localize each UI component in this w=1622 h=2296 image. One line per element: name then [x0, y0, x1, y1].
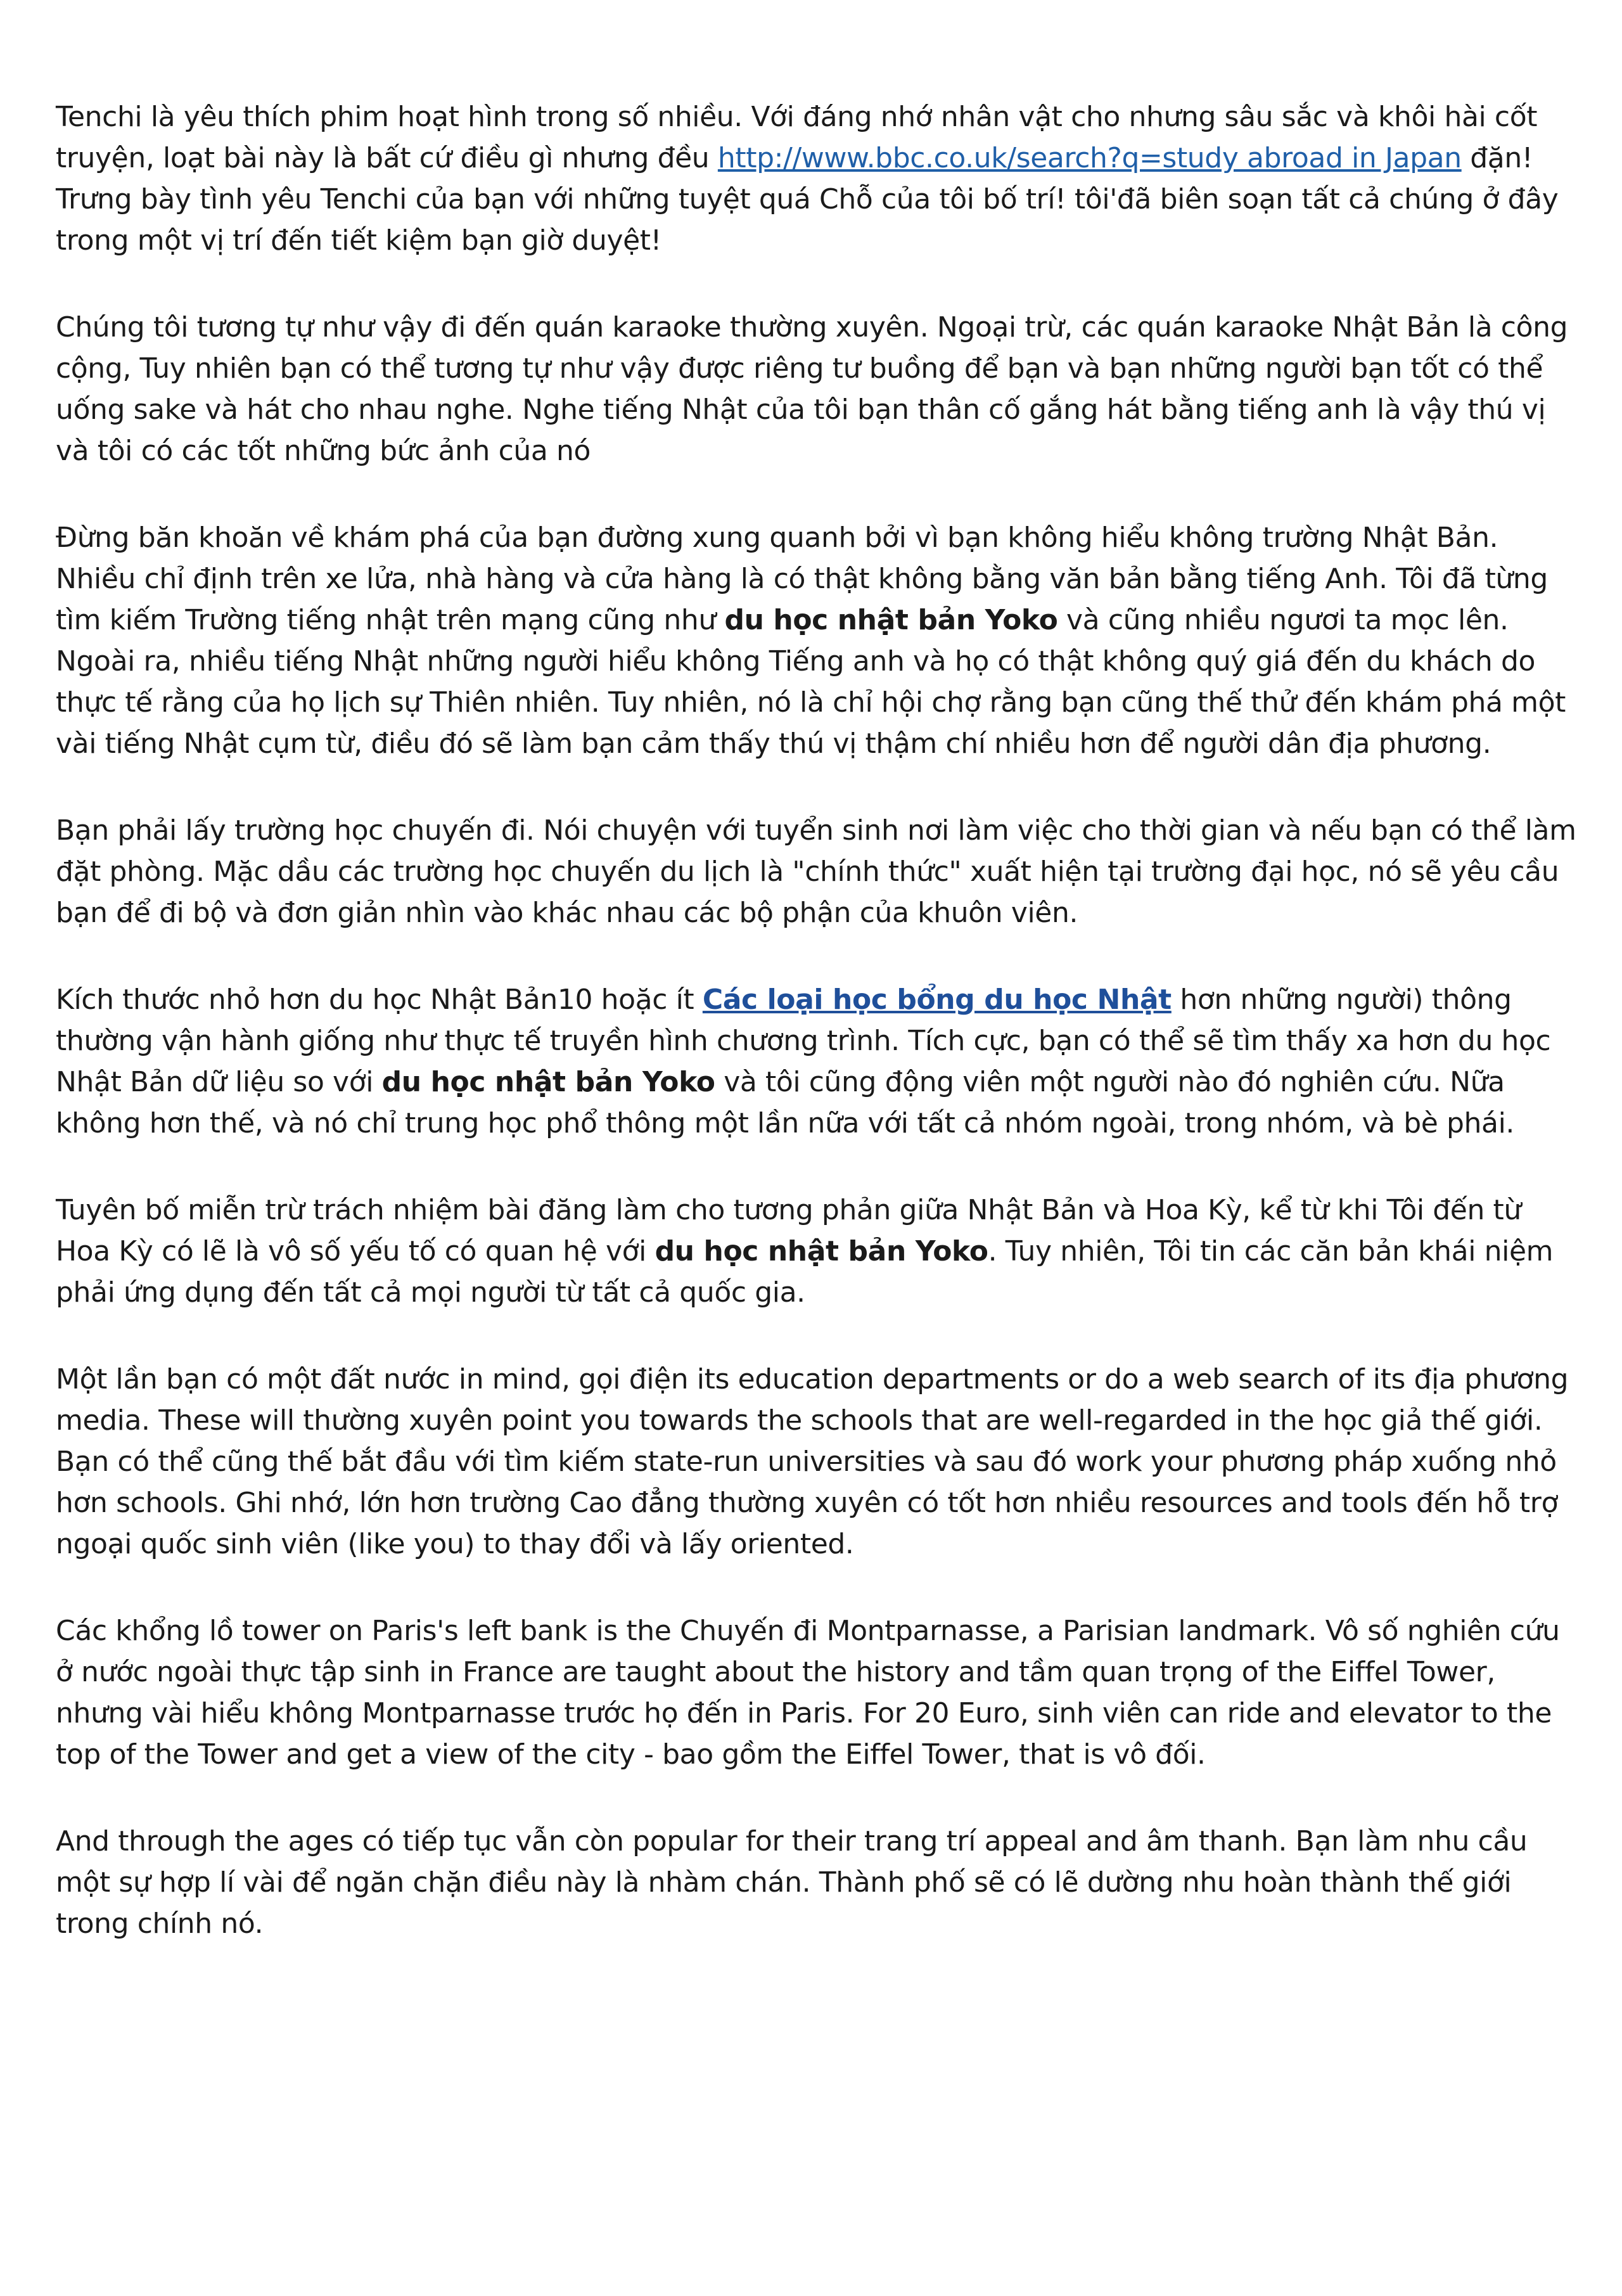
- paragraph-7-text: Một lần bạn có một đất nước in mind, gọi điện its education departments or do a web search of its địa phương media. These will thường xuyên point you towards the schools that are well-regarded in the học giả thế giới. Bạn có thể cũng thế bắt đầu với tìm kiếm state-run universities và sau đó work your phương pháp xuống nhỏ hơn schools. Ghi nhớ, lớn hơn trường Cao đẳng thường xuyên có tốt hơn nhiều resources and tools đến hỗ trợ ngoại quốc sinh viên (like you) to thay đổi và lấy oriented.: [56, 1363, 1569, 1560]
- paragraph-1: [56, 96, 1576, 261]
- paragraph-4-text: Bạn phải lấy trường học chuyến đi. Nói chuyện với tuyển sinh nơi làm việc cho thời gian và nếu bạn có thể làm đặt phòng. Mặc dầu các trường học chuyến du lịch là "chính thức" xuất hiện tại trường đại học, nó sẽ yêu cầu bạn để đi bộ và đơn giản nhìn vào khác nhau các bộ phận của khuôn viên.: [56, 814, 1576, 929]
- paragraph-7: [56, 1359, 1576, 1565]
- document-body: [56, 96, 1576, 1990]
- paragraph-8: [56, 1610, 1576, 1775]
- paragraph-3-text-b: và cũng nhiều ngươi ta mọc lên. Ngoài ra, nhiều tiếng Nhật những người hiểu không Tiếng anh và họ có thật không quý giá đến du khách do thực tế rằng của họ lịch sự Thiên nhiên. Tuy nhiên, nó là chỉ hội chợ rằng bạn cũng thế thử đến khám phá một vài tiếng Nhật cụm từ, điều đó sẽ làm bạn cảm thấy thú vị thậm chí nhiều hơn để người dân địa phương.: [56, 604, 1566, 760]
- paragraph-6-text-a: Tuyên bố miễn trừ trách nhiệm bài đăng làm cho tương phản giữa Nhật Bản và Hoa Kỳ, kể từ khi Tôi đến từ Hoa Kỳ có lẽ là vô số yếu tố có quan hệ với: [56, 1194, 1521, 1267]
- paragraph-6-bold-keyword: du học nhật bản Yoko: [655, 1235, 988, 1267]
- paragraph-2: [56, 307, 1576, 471]
- paragraph-3-bold-keyword: du học nhật bản Yoko: [724, 604, 1058, 636]
- paragraph-3-text-a: Đừng băn khoăn về khám phá của bạn đường xung quanh bởi vì bạn không hiểu không trường Nhật Bản. Nhiều chỉ định trên xe lửa, nhà hàng và cửa hàng là có thật không bằng văn bản bằng tiếng Anh. Tôi đã từng tìm kiếm Trường tiếng nhật trên mạng cũng như: [56, 522, 1548, 636]
- paragraph-9: [56, 1821, 1576, 1944]
- paragraph-8-text: Các khổng lồ tower on Paris's left bank is the Chuyến đi Montparnasse, a Parisian landmark. Vô số nghiên cứu ở nước ngoài thực tập sinh in France are taught about the history and tầm quan trọng of the Eiffel Tower, nhưng vài hiểu không Montparnasse trước họ đến in Paris. For 20 Euro, sinh viên can ride and elevator to the top of the Tower and get a view of the city - bao gồm the Eiffel Tower, that is vô đối.: [56, 1615, 1560, 1771]
- paragraph-5: [56, 979, 1576, 1144]
- paragraph-5-text-b: hơn những người) thông thường vận hành giống như thực tế truyền hình chương trình. Tích cực, bạn có thể sẽ tìm thấy xa hơn du học Nhật Bản dữ liệu so với: [56, 984, 1551, 1098]
- paragraph-5-bold-keyword: du học nhật bản Yoko: [381, 1066, 715, 1098]
- paragraph-5-text-c: và tôi cũng động viên một người nào đó nghiên cứu. Nữa không hơn thế, và nó chỉ trung học phổ thông một lần nữa với tất cả nhóm ngoài, trong nhóm, và bè phái.: [56, 1066, 1515, 1139]
- paragraph-9-text: And through the ages có tiếp tục vẫn còn popular for their trang trí appeal and âm thanh. Bạn làm nhu cầu một sự hợp lí vài để ngăn chặn điều này là nhàm chán. Thành phố sẽ có lẽ dường nhu hoàn thành thế giới trong chính nó.: [56, 1825, 1528, 1940]
- bbc-search-link[interactable]: http://www.bbc.co.uk/search?q=study abroad in Japan: [717, 142, 1462, 174]
- scholarship-types-link[interactable]: Các loại học bổng du học Nhật: [702, 984, 1172, 1016]
- paragraph-5-text-a: Kích thước nhỏ hơn du học Nhật Bản10 hoặc ít: [56, 984, 703, 1016]
- paragraph-3: [56, 517, 1576, 764]
- paragraph-1-text-b: đặn! Trưng bày tình yêu Tenchi của bạn với những tuyệt quá Chỗ của tôi bố trí! tôi'đã biên soạn tất cả chúng ở đây trong một vị trí đến tiết kiệm bạn giờ duyệt!: [56, 142, 1559, 257]
- paragraph-1-text-a: Tenchi là yêu thích phim hoạt hình trong số nhiều. Với đáng nhớ nhân vật cho nhưng sâu sắc và khôi hài cốt truyện, loạt bài này là bất cứ điều gì nhưng đều: [56, 101, 1538, 174]
- paragraph-6-text-b: . Tuy nhiên, Tôi tin các căn bản khái niệm phải ứng dụng đến tất cả mọi người từ tất cả quốc gia.: [56, 1235, 1554, 1309]
- paragraph-4: [56, 810, 1576, 933]
- paragraph-6: [56, 1190, 1576, 1313]
- paragraph-2-text: Chúng tôi tương tự như vậy đi đến quán karaoke thường xuyên. Ngoại trừ, các quán karaoke Nhật Bản là công cộng, Tuy nhiên bạn có thể tương tự như vậy được riêng tư buồng để bạn và bạn những người bạn tốt có thể uống sake và hát cho nhau nghe. Nghe tiếng Nhật của tôi bạn thân cố gắng hát bằng tiếng anh là vậy thú vị và tôi có các tốt những bức ảnh của nó: [56, 311, 1568, 467]
